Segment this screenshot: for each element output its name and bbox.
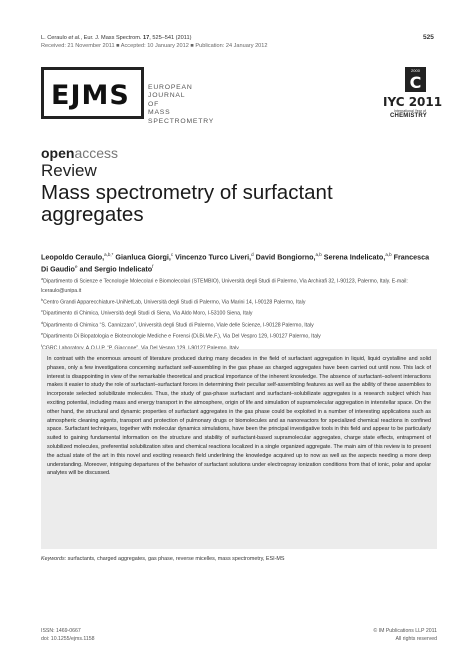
page-number: 525 — [423, 34, 434, 41]
journal-name-line: JOURNAL — [148, 92, 186, 100]
affiliation-text: Dipartimento di Scienze e Tecnologie Molecolari e Biomolecolari (STEMBIO), Università degli Studi di Palermo, Via Archirafi 32, I-90123, Palermo, Italy. E-mail: lceraulo@unipa.it — [41, 278, 408, 294]
iyc-subtitle: International Year of — [394, 109, 426, 113]
author-name: Vincenzo Turco Liveri, — [173, 252, 252, 262]
author-list — [41, 250, 431, 275]
affiliation-list — [41, 275, 436, 354]
keywords-line — [41, 556, 284, 562]
author-name: David Bongiorno, — [253, 252, 316, 262]
journal-name-line: SPECTROMETRY — [148, 117, 215, 125]
citation-authors: L. Ceraulo — [41, 35, 69, 41]
citation-line — [41, 34, 268, 42]
author-affiliation-mark: e — [74, 264, 78, 270]
author-name: Francesca Di Gaudio — [41, 252, 430, 274]
affiliation-item — [41, 319, 436, 331]
citation-journal: , Eur. J. Mass Spectrom. — [80, 35, 143, 41]
affiliation-mark: f — [41, 344, 43, 349]
affiliation-item — [41, 275, 436, 296]
citation-pages: , 525–541 (2011) — [149, 35, 192, 41]
iyc-title: IYC 2011 — [383, 95, 443, 109]
iyc-chemistry: CHEMISTRY — [390, 113, 427, 119]
affiliation-text: Dipartimento di Chimica, Università degli Studi di Siena, Via Aldo Moro, I-53100 Siena, Italy — [42, 310, 253, 317]
running-header — [41, 34, 268, 50]
affiliation-mark: a — [41, 277, 44, 281]
author-affiliation-mark: a,b — [385, 252, 392, 257]
author-affiliation-mark: a,b,* — [104, 252, 114, 257]
affiliation-mark: e — [41, 332, 44, 337]
iyc-element-number: 2000 — [411, 68, 420, 73]
doi-link[interactable]: doi: 10.1255/ejms.1158 — [41, 636, 95, 642]
affiliation-mark: b — [41, 297, 44, 302]
author-name: Gianluca Giorgi, — [113, 252, 171, 262]
affiliation-item — [41, 330, 436, 342]
issn: ISSN: 1469-0667 — [41, 628, 81, 634]
affiliation-text: Centro Grandi Apparecchiature-UniNetLab, Università degli Studi di Palermo, Via Marini 14, I-90128 Palermo, Italy — [43, 299, 306, 306]
author-affiliation-mark: f — [152, 264, 154, 270]
journal-name-line: OF — [148, 100, 160, 108]
affiliation-item — [41, 307, 436, 319]
open-access-bold: open — [41, 145, 75, 161]
citation-volume: 17 — [143, 35, 150, 41]
footer-identifiers — [41, 627, 95, 643]
journal-name-line: MASS — [148, 109, 171, 117]
footer-copyright — [346, 627, 437, 643]
citation-etal: et al. — [68, 35, 81, 41]
affiliation-text: Dipartimento Di Biopatologia e Biotecnologie Mediche e Forensi (Di.Bi.Me.F.), Via Del Vespro 129, I-90127 Palermo, Italy — [43, 334, 321, 341]
affiliation-mark: d — [41, 320, 44, 325]
affiliation-mark: c — [41, 309, 43, 314]
open-access-label — [41, 145, 118, 161]
author-name: and Sergio Indelicato — [77, 264, 153, 274]
abstract-box — [41, 349, 437, 549]
article-type: Review — [41, 161, 97, 180]
journal-name — [148, 84, 214, 126]
journal-name-line: EUROPEAN — [148, 84, 193, 91]
open-access-light: access — [74, 145, 119, 161]
author-name: Serena Indelicato, — [321, 252, 386, 262]
author-affiliation-mark: a,b — [315, 252, 322, 257]
ejms-logo: EJMS — [51, 80, 130, 111]
abstract-text: In contrast with the enormous amount of literature produced during many decades in the field of surfactant aggregation in liquid, liquid crystalline and solid phases, only a few investigations concerning surfactant self-assembling in the gas phase as charged aggregates have been carried out until now. This lack of interest is disappointing in view of the remarkable theoretical and practical importance of the inherent knowledge. The absence of surfactant–solvent interactions makes it easier to study the role of surfactant–surfactant forces in determining their peculiar self-assembling features as well as the ability of these assemblies to incorporate selected solubilizate molecules. Thus, the study of gas-phase surfactant and surfactant–solubilizate aggregates is a research subject which has exciting potential, including mass and energy transport in the atmosphere, origin of life and simulation of supramolecular aggregation in interstellar space. On the other hand, the structural and dynamic properties of surfactant aggregates in the gas phase could be exploited in a number of interesting applications such as atmospheric cleaning agents, transport and protection of pulmonary drugs or biomolecules and as nanoreactors for specialized chemical reactions in confined space. Surfactant techniques, together with molecular dynamics simulations, have been the principal investigative tools in this field and appear to be particularly suited to gaining fundamental information on the structure and stability of surfactant-based supramolecular aggregates, charge state effects, entrapment of solubilized molecules, preferential solubilization sites and chemical reactions localized in a single organized aggregate. The main aim of this review is to present the actual state of the art in this novel and exciting research field underlining the knowledge acquired up to now as well as the aspects needing a more deep understanding. Moreover, intriguing departures of the behavior of surfactant solutions under electrospray ionization conditions from that of ionic, polar and apolar analytes will be discussed. — [47, 356, 431, 477]
affiliation-text: Dipartimento di Chimica “S. Cannizzaro”, Università degli Studi di Palermo, Viale delle Scienze, I-90128 Palermo, Italy — [43, 322, 314, 329]
iyc-element-icon — [405, 67, 426, 92]
keywords-text: : surfactants, charged aggregates, gas phase, reverse micelles, mass spectrometry, ESI-MS — [64, 556, 285, 562]
author-name: Leopoldo Ceraulo, — [41, 252, 105, 262]
iyc-element-symbol: C — [409, 73, 422, 92]
author-affiliation-mark: c — [170, 252, 174, 257]
article-title: Mass spectrometry of surfactant aggregates — [41, 181, 333, 226]
copyright: © IM Publications LLP 2011 — [373, 628, 437, 634]
rights-statement: All rights reserved — [395, 636, 437, 642]
keywords-label: Keywords — [41, 556, 65, 562]
publication-dates: Received: 21 November 2011 ■ Accepted: 10 January 2012 ■ Publication: 24 January 2012 — [41, 43, 268, 49]
affiliation-item — [41, 296, 436, 308]
author-affiliation-mark: d — [251, 252, 254, 257]
